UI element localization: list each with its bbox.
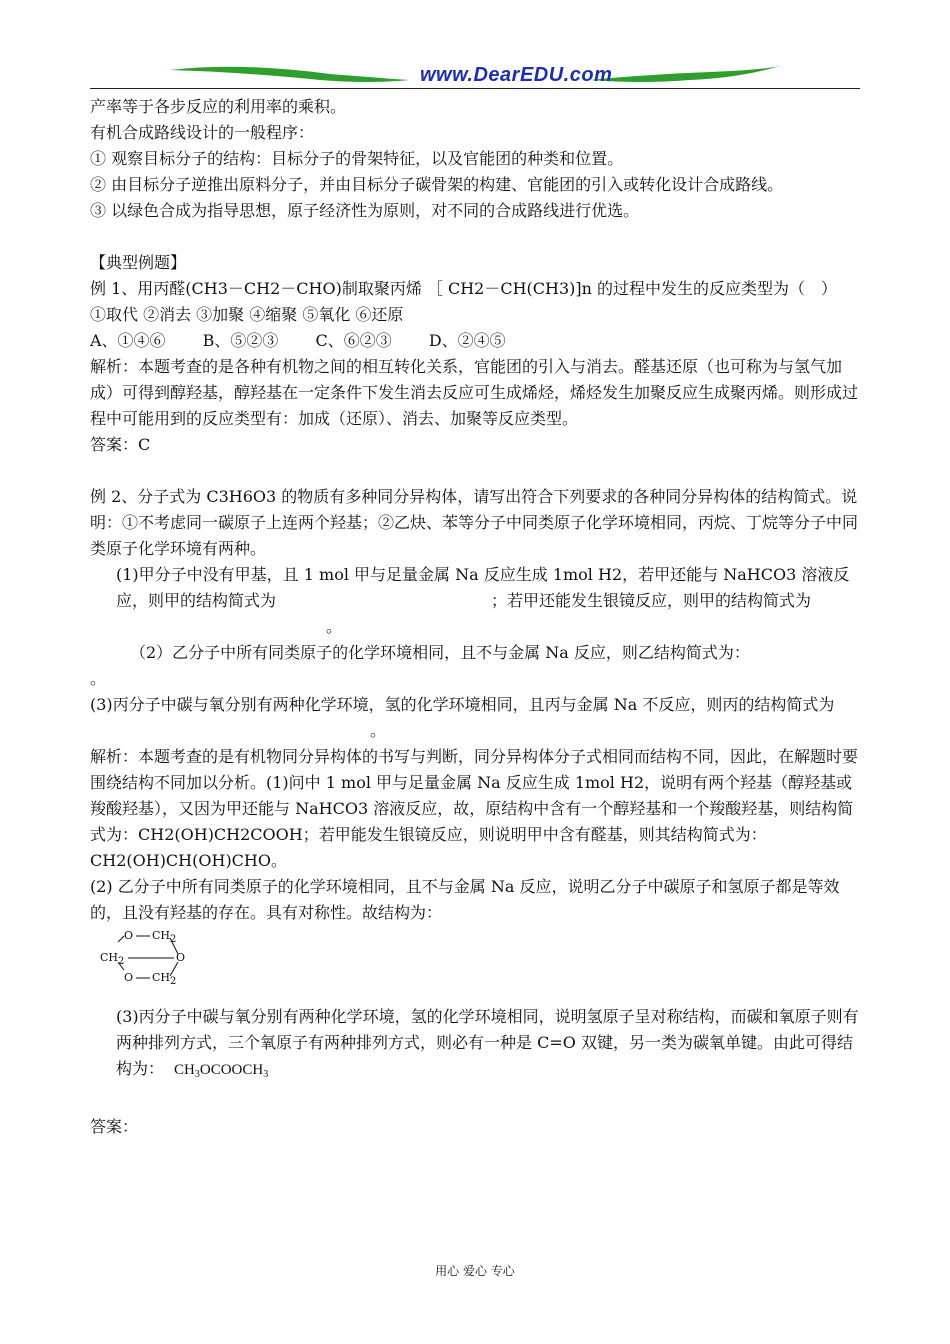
section-heading: 【典型例题】	[90, 253, 187, 272]
atom-label: O	[124, 929, 134, 942]
question-1-analysis: 解析：本题考查的是各种有机物之间的相互转化关系，官能团的引入与消去。醛基还原（也可称为与氢气加成）可得到醇羟基，醇羟基在一定条件下发生消去反应可生成烯烃，烯烃发生加聚反应生成聚丙烯。则形成过程中可能用到的反应类型有：加成（还原）、消去、加聚等反应类型。	[90, 357, 859, 428]
document-body	[90, 94, 860, 1140]
atom-label: O	[124, 971, 134, 984]
question-2-analysis-part-2: (2) 乙分子中所有同类原子的化学环境相同，且不与金属 Na 反应，说明乙分子中碳原子和氢原子都是等效的，且没有羟基的存在。具有对称性。故结构为：	[90, 877, 840, 922]
question-2-analysis-part-3: (3)丙分子中碳与氧分别有两种化学环境，氢的化学环境相同，说明氢原子呈对称结构，而碳和氧原子则有两种排列方式，三个氧原子有两种排列方式，则必有一种是 C=O 双键，另一类为碳氧单键。由此可得结构为： $CH_3OCOOCH_3$	[116, 1007, 859, 1080]
question-1-answer: 答案：C	[90, 435, 151, 454]
question-2: 例 2、分子式为 C3H6O3 的物质有多种同分异构体，请写出符合下列要求的各种同分异构体的结构简式。说明：①不考虑同一碳原子上连两个羟基；②乙炔、苯等分子中同类原子化学环境相同，丙烷、丁烷等分子中同类原子化学环境有两种。	[90, 487, 859, 558]
question-1-options: ①取代 ②消去 ③加聚 ④缩聚 ⑤氧化 ⑥还原	[90, 305, 404, 324]
list-item: ③ 以绿色合成为指导思想，原子经济性为原则，对不同的合成路线进行优选。	[90, 201, 640, 220]
question-2-part-2-end: 。	[90, 669, 107, 688]
header-divider	[90, 88, 860, 89]
atom-label: O	[176, 951, 186, 964]
atom-label: CH2	[152, 971, 177, 987]
site-logo-text[interactable]: www.DearEDU.com	[420, 64, 613, 86]
question-2-analysis: 解析：本题考查的是有机物同分异构体的书写与判断，同分异构体分子式相同而结构不同，因此，在解题时要围绕结构不同加以分析。(1)问中 1 mol 甲与足量金属 Na 反应生成 1mol H2，说明有两个羟基（醇羟基或羧酸羟基），又因为甲还能与 NaHCO3 溶液反应，故，原结构中含有一个醇羟基和一个羧酸羟基，则结构简式为：CH2(OH)CH2COOH；若甲能发生银镜反应，则说明甲中含有醛基，则其结构简式为：CH2(OH)CH(OH)CHO。	[90, 747, 859, 870]
page-footer: 用心 爱心 专心	[435, 1264, 515, 1278]
atom-label: CH2	[100, 951, 125, 967]
structure-formula: $CH_3OCOOCH_3$	[174, 1062, 269, 1080]
paragraph: 产率等于各步反应的利用率的乘积。	[90, 97, 347, 116]
trioxane-structure	[90, 928, 860, 1004]
list-item: ② 由目标分子逆推出原料分子，并由目标分子碳骨架的构建、官能团的引入或转化设计合成路线。	[90, 175, 784, 194]
paragraph: 有机合成路线设计的一般程序：	[90, 123, 315, 142]
atom-label: CH2	[152, 929, 177, 945]
question-2-part-2: （2）乙分子中所有同类原子的化学环境相同，且不与金属 Na 反应，则乙结构简式为：	[130, 643, 750, 662]
list-item: ① 观察目标分子的结构：目标分子的骨架特征，以及官能团的种类和位置。	[90, 149, 624, 168]
site-header	[90, 58, 860, 92]
question-2-answer: 答案：	[90, 1117, 139, 1136]
question-2-part-3: (3)丙分子中碳与氧分别有两种化学环境，氢的化学环境相同，且丙与金属 Na 不反应，则丙的结构简式为。	[90, 695, 835, 740]
question-1: 例 1、用丙醛(CH3－CH2－CHO)制取聚丙烯 ［ CH2－CH(CH3)]n 的过程中发生的反应类型为（ ）	[90, 279, 838, 298]
question-2-part-1: (1)甲分子中没有甲基，且 1 mol 甲与足量金属 Na 反应生成 1mol H2，若甲还能与 NaHCO3 溶液反应，则甲的结构简式为 ；若甲还能发生银镜反应，则甲的结构简式为。	[116, 565, 850, 636]
question-1-choices: A、①④⑥ B、⑤②③ C、⑥②③ D、②④⑤	[90, 331, 506, 350]
